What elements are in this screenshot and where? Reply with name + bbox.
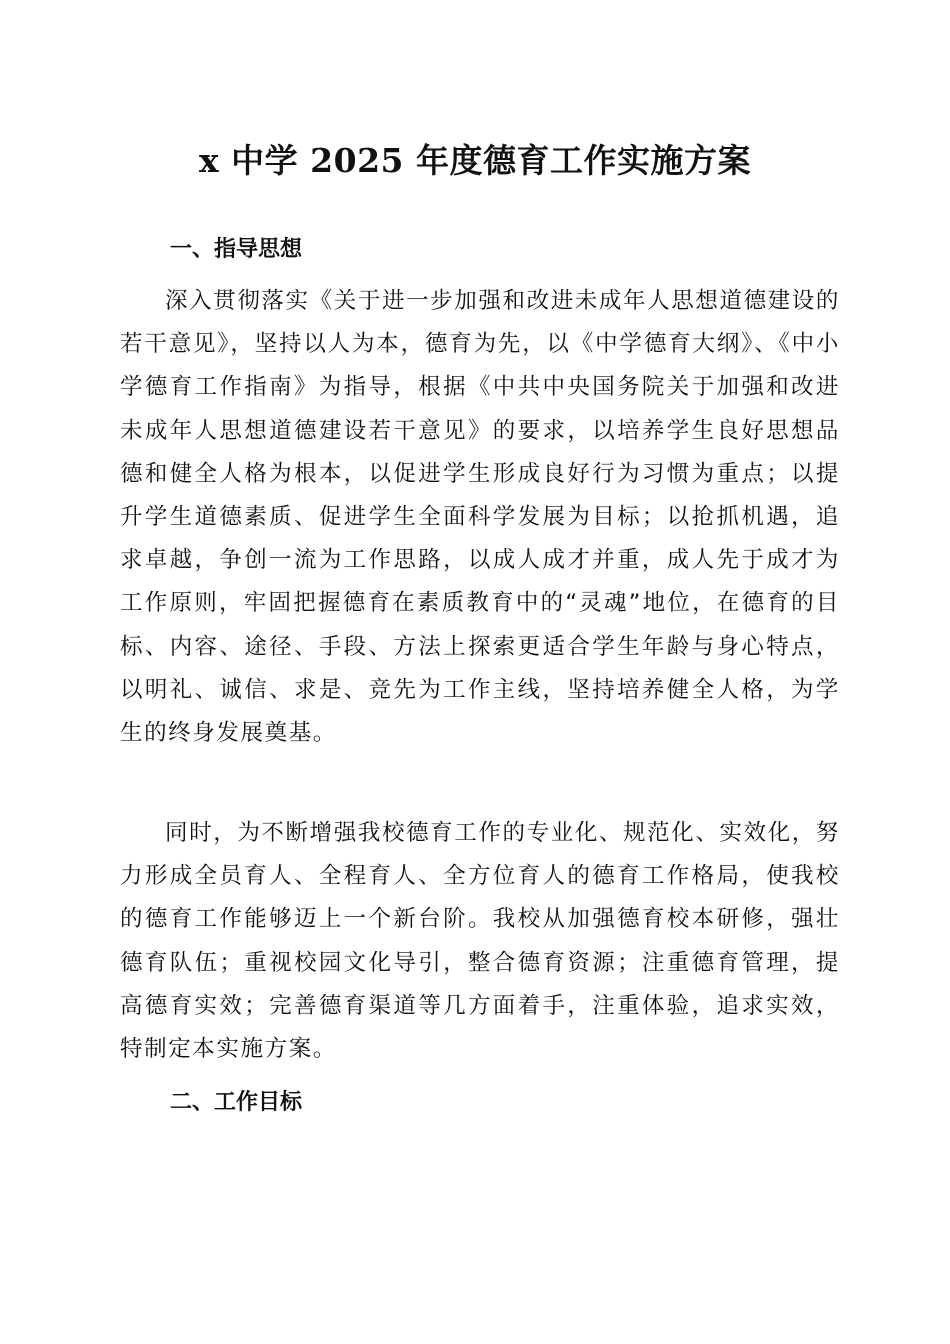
section-heading-work-goals: 二、工作目标	[170, 1090, 303, 1115]
body-paragraph: 深入贯彻落实《关于进一步加强和改进未成年人思想道德建设的若干意见》，坚持以人为本，德育为先，以《中学德育大纲》、《中小学德育工作指南》为指导，根据《中共中央国务院关于加强和改进未成年人思想道德建设若干意见》的要求，以培养学生良好思想品德和健全人格为根本，以促进学生形成良好行为习惯为重点；以提升学生道德素质、促进学生全面科学发展为目标；以抢抓机遇，追求卓越，争创一流为工作思路，以成人成才并重，成人先于成才为工作原则，牢固把握德育在素质教育中的“灵魂”地位，在德育的目标、内容、途径、手段、方法上探索更适合学生年龄与身心特点，以明礼、诚信、求是、竞先为工作主线，坚持培养健全人格，为学生的终身发展奠基。	[120, 288, 840, 747]
section-heading-guiding-ideology: 一、指导思想	[170, 237, 303, 262]
document-title: x 中学 2025 年度德育工作实施方案	[199, 141, 751, 180]
body-paragraph: 同时，为不断增强我校德育工作的专业化、规范化、实效化，努力形成全员育人、全程育人、全方位育人的德育工作格局，使我校的德育工作能够迈上一个新台阶。我校从加强德育校本研修，强壮德育队伍；重视校园文化导引，整合德育资源；注重德育管理，提高德育实效；完善德育渠道等几方面着手，注重体验，追求实效，特制定本实施方案。	[120, 820, 840, 1063]
